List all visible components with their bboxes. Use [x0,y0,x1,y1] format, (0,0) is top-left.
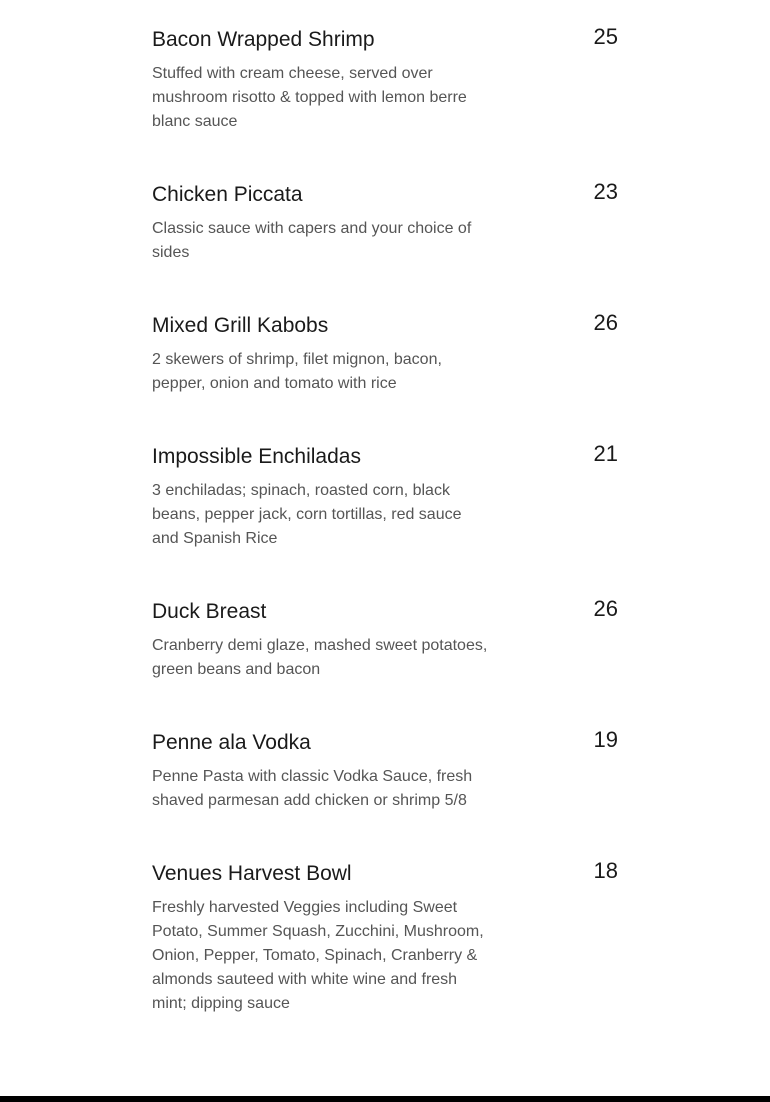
item-price: 19 [593,727,618,752]
item-description: Stuffed with cream cheese, served over mushroom risotto & topped with lemon berre blanc sauce [152,65,467,130]
item-name: Bacon Wrapped Shrimp [152,28,375,51]
item-name: Venues Harvest Bowl [152,862,352,885]
item-description: 3 enchiladas; spinach, roasted corn, black beans, pepper jack, corn tortillas, red sauce and Spanish Rice [152,482,462,547]
item-description: Penne Pasta with classic Vodka Sauce, fresh shaved parmesan add chicken or shrimp 5/8 [152,768,473,809]
item-description: 2 skewers of shrimp, filet mignon, bacon, pepper, onion and tomato with rice [152,351,442,392]
item-price: 26 [593,310,618,335]
item-price: 26 [593,596,618,621]
item-price: 18 [593,858,618,883]
item-description: Freshly harvested Veggies including Sweet Potato, Summer Squash, Zucchini, Mushroom, Onion, Pepper, Tomato, Spinach, Cranberry & almonds sauteed with white wine and fresh mint; dipping sauce [152,899,484,1012]
item-name: Duck Breast [152,600,267,623]
footer-bar [0,1096,770,1102]
item-description: Classic sauce with capers and your choice of sides [152,220,472,261]
item-description: Cranberry demi glaze, mashed sweet potatoes, green beans and bacon [152,637,488,678]
item-name: Penne ala Vodka [152,731,311,754]
item-price: 21 [593,441,618,466]
item-name: Mixed Grill Kabobs [152,314,329,337]
item-name: Impossible Enchiladas [152,445,361,468]
item-price: 25 [593,24,618,49]
item-name: Chicken Piccata [152,183,303,206]
item-price: 23 [593,179,618,204]
